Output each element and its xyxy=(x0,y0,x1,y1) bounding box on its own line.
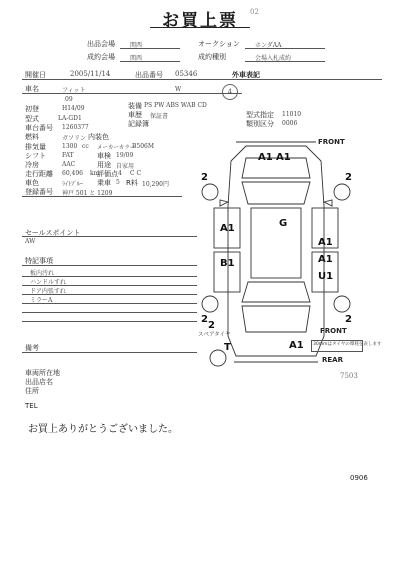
maker-color-label: メーカーカラー xyxy=(97,145,136,151)
tyre-mark: 2 xyxy=(208,320,215,331)
remarks-label: 備考 xyxy=(25,344,39,352)
mark-u1: U1 xyxy=(318,271,334,282)
usage-label: 用途 xyxy=(97,161,111,169)
shift-value: FAT xyxy=(62,152,74,159)
rear-label: REAR xyxy=(322,356,343,364)
exterior-label: 外車表記 xyxy=(232,71,260,79)
history-value: 保証書 xyxy=(150,113,169,120)
recycle-label: R料 xyxy=(126,179,138,187)
model-value: LA-GD1 xyxy=(58,115,82,122)
recycle-value: 10,290円 xyxy=(142,181,169,188)
seats-label: 乗車 xyxy=(97,179,111,187)
lot-label: 出品番号 xyxy=(135,71,163,79)
form-code: 0906 xyxy=(350,474,368,482)
sales-point-value: AW xyxy=(25,238,36,245)
interior-label: 内装色 xyxy=(88,133,109,141)
front-label-right: FRONT xyxy=(320,327,347,335)
mark-a1: A1 xyxy=(220,223,235,234)
score-grade: C C xyxy=(130,170,142,177)
sales-point-underline xyxy=(22,236,197,237)
seats-value: 5 xyxy=(116,179,120,186)
score-label: 評価点 xyxy=(97,170,118,178)
inspection-label: 車検 xyxy=(97,152,111,160)
contract-venue-value: 関西 xyxy=(130,55,143,62)
equip-value: PS PW ABS WAB CD xyxy=(144,102,207,109)
contract-venue-label: 成約会場 xyxy=(87,53,115,61)
model-label: 型式 xyxy=(25,115,39,123)
date-row-underline xyxy=(22,79,382,80)
remarks-underline xyxy=(22,352,197,353)
page-title: お買上票 xyxy=(162,11,238,31)
venue-value: 関西 xyxy=(130,42,143,49)
specs-bottom-line xyxy=(22,196,182,197)
contract-type-value: 会場入札成約 xyxy=(255,55,292,62)
lot-value: 05346 xyxy=(175,70,198,78)
auction-value: ホンダAA xyxy=(255,42,282,49)
tyre-mark: 2 xyxy=(345,314,352,325)
tyre-mark: 2 xyxy=(345,172,352,183)
grade-value: W xyxy=(175,86,182,93)
inspection-value: 19/09 xyxy=(116,152,134,159)
shift-label: シフト xyxy=(25,152,46,160)
first-reg-label: 初登 xyxy=(25,105,39,113)
category-value: 0006 xyxy=(282,120,298,127)
title-underline xyxy=(150,27,250,28)
tyre-mark: 2 xyxy=(201,172,208,183)
exhibitor-label: 出品店名 xyxy=(25,378,53,386)
special-row-line xyxy=(22,303,197,304)
chassis-value: 1260377 xyxy=(62,124,89,131)
contract-type-underline xyxy=(245,61,325,62)
circled-number: 4 xyxy=(222,84,238,100)
tyre-note: 30mmはタイヤの摩耗を表します xyxy=(313,342,382,347)
auction-underline xyxy=(245,48,325,49)
handwritten-number: 7503 xyxy=(340,372,358,380)
venue-label: 出品会場 xyxy=(87,40,115,48)
category-label: 類別区分 xyxy=(246,120,274,128)
contract-venue-underline xyxy=(120,61,180,62)
date-label: 開催日 xyxy=(25,71,46,79)
color-value: ﾗｲﾄﾌﾞﾙｰ xyxy=(62,181,84,188)
history-label: 車歴 xyxy=(128,111,142,119)
special-item: ミラーA xyxy=(30,297,53,304)
chassis-label: 車台番号 xyxy=(25,124,53,132)
fuel-value: ガソリン xyxy=(62,135,87,142)
color-label: 車色 xyxy=(25,179,39,187)
displacement-label: 排気量 xyxy=(25,143,46,151)
tel-label: TEL xyxy=(25,402,38,410)
equip-label: 装備 xyxy=(128,102,142,110)
mark-b1: B1 xyxy=(220,258,235,269)
car-name-value: フィット xyxy=(62,87,86,94)
auction-label: オークション xyxy=(198,40,240,48)
front-label: FRONT xyxy=(318,138,345,146)
spare-label: スペアタイヤ xyxy=(198,332,231,338)
mileage-value: 60,496 xyxy=(62,170,83,177)
displacement-unit: cc xyxy=(82,143,89,150)
car-name-label: 車名 xyxy=(25,85,39,93)
address-label: 住所 xyxy=(25,387,39,395)
mark-a1: A1 xyxy=(289,340,304,351)
car-name-underline xyxy=(22,93,242,94)
mark-a1: A1 xyxy=(318,254,333,265)
ac-value: AAC xyxy=(62,161,76,168)
location-label: 車両所在地 xyxy=(25,369,60,377)
mark-a1: A1 xyxy=(318,237,333,248)
mark-t: T xyxy=(224,342,231,353)
special-item: 板内汚れ xyxy=(30,270,55,277)
ac-label: 冷房 xyxy=(25,161,39,169)
displacement-value: 1300 xyxy=(62,143,78,150)
special-item: ハンドルすれ xyxy=(30,279,67,286)
corner-mark: 02 xyxy=(250,8,259,16)
reg-no-label: 登録番号 xyxy=(25,188,53,196)
date-value: 2005/11/14 xyxy=(70,70,111,78)
first-reg-value: H14/09 xyxy=(62,105,85,112)
mark-a1: A1 xyxy=(258,152,273,163)
model-designation-label: 型式指定 xyxy=(246,111,274,119)
tyre-mark: 2 xyxy=(201,314,208,325)
fuel-label: 燃料 xyxy=(25,133,39,141)
model-designation-value: 11010 xyxy=(282,111,302,118)
contract-type-label: 成約種別 xyxy=(198,53,226,61)
special-row-line xyxy=(22,312,197,313)
mark-g: G xyxy=(279,218,288,229)
special-label: 特記事項 xyxy=(25,257,53,265)
maker-color-value: B506M xyxy=(132,143,155,150)
score-value: 4 xyxy=(118,170,122,177)
special-item: ドア内張すれ xyxy=(30,288,66,295)
usage-value: 自家用 xyxy=(116,163,135,170)
special-row-line xyxy=(22,321,197,322)
records-label: 記録簿 xyxy=(128,120,149,128)
mileage-label: 走行距離 xyxy=(25,170,53,178)
venue-underline xyxy=(120,48,180,49)
reg-no-value: 神戸 501 と 1209 xyxy=(62,190,113,197)
mark-a1: A1 xyxy=(276,152,291,163)
mileage-unit: km xyxy=(90,170,100,177)
special-top-line xyxy=(22,265,197,266)
first-reg-top: 09 xyxy=(65,96,73,103)
sales-point-label: セールスポイント xyxy=(25,229,81,237)
thanks-message: お買上ありがとうございました。 xyxy=(28,424,178,435)
